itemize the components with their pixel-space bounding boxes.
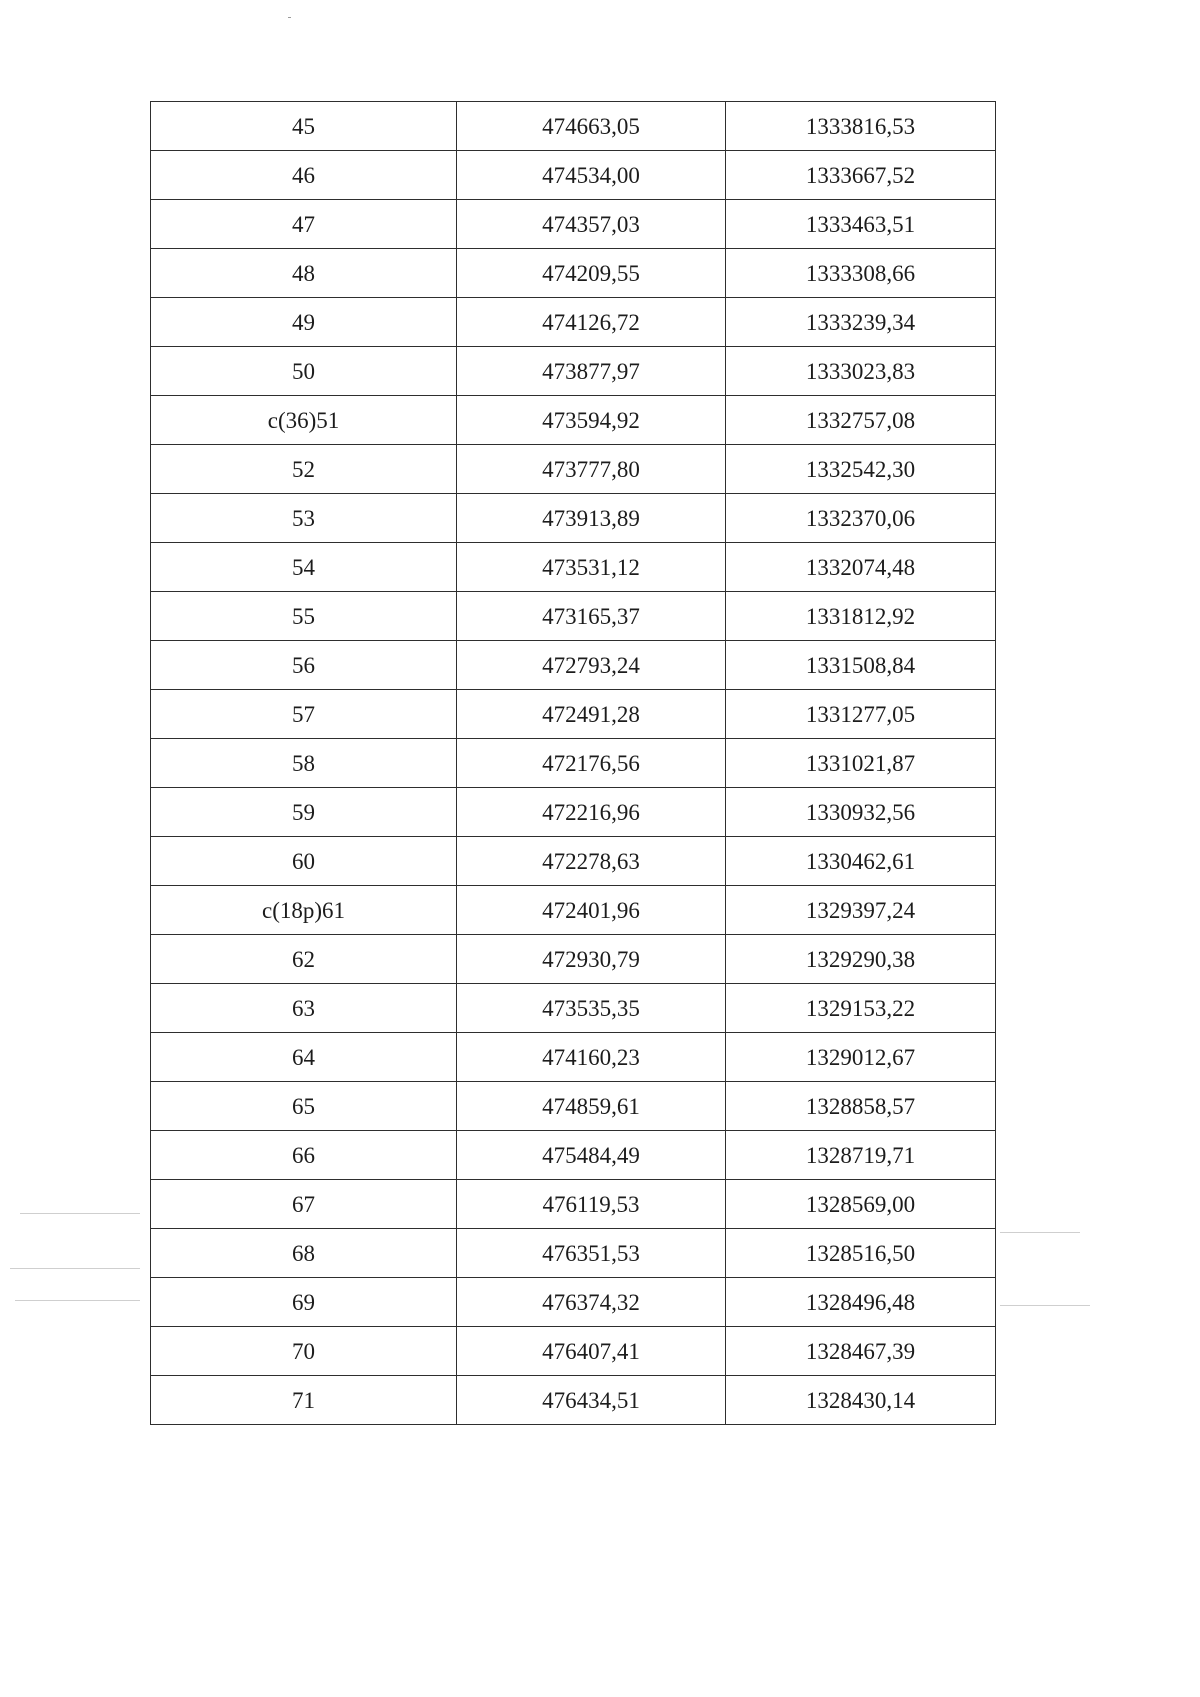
y-coordinate-cell: 1333667,52 [726, 151, 996, 200]
y-coordinate-cell: 1332074,48 [726, 543, 996, 592]
point-number-cell: 55 [151, 592, 457, 641]
x-coordinate-cell: 475484,49 [457, 1131, 726, 1180]
y-coordinate-cell: 1328467,39 [726, 1327, 996, 1376]
table-row [151, 396, 996, 445]
x-coordinate-cell: 474209,55 [457, 249, 726, 298]
table-row [151, 1376, 996, 1425]
point-number-cell: 52 [151, 445, 457, 494]
table-row [151, 592, 996, 641]
y-coordinate-cell: 1328496,48 [726, 1278, 996, 1327]
point-number-cell: 69 [151, 1278, 457, 1327]
y-coordinate-cell: 1329012,67 [726, 1033, 996, 1082]
point-number-cell: 46 [151, 151, 457, 200]
point-number-cell: 68 [151, 1229, 457, 1278]
point-number-cell: 57 [151, 690, 457, 739]
y-coordinate-cell: 1329153,22 [726, 984, 996, 1033]
y-coordinate-cell: 1328569,00 [726, 1180, 996, 1229]
y-coordinate-cell: 1328430,14 [726, 1376, 996, 1425]
x-coordinate-cell: 473777,80 [457, 445, 726, 494]
table-row [151, 984, 996, 1033]
x-coordinate-cell: 476407,41 [457, 1327, 726, 1376]
x-coordinate-cell: 474663,05 [457, 102, 726, 151]
x-coordinate-cell: 474357,03 [457, 200, 726, 249]
table-row [151, 543, 996, 592]
x-coordinate-cell: 472401,96 [457, 886, 726, 935]
point-number-cell: 53 [151, 494, 457, 543]
scan-bleed-mark [1000, 1232, 1080, 1233]
point-number-cell: 47 [151, 200, 457, 249]
x-coordinate-cell: 473531,12 [457, 543, 726, 592]
y-coordinate-cell: 1331812,92 [726, 592, 996, 641]
y-coordinate-cell: 1328719,71 [726, 1131, 996, 1180]
point-number-cell: 66 [151, 1131, 457, 1180]
point-number-cell: 65 [151, 1082, 457, 1131]
table-row [151, 1131, 996, 1180]
point-number-cell: 45 [151, 102, 457, 151]
y-coordinate-cell: 1332542,30 [726, 445, 996, 494]
x-coordinate-cell: 473165,37 [457, 592, 726, 641]
table-row [151, 151, 996, 200]
point-number-cell: 48 [151, 249, 457, 298]
point-number-cell: 70 [151, 1327, 457, 1376]
point-number-cell: 60 [151, 837, 457, 886]
y-coordinate-cell: 1333463,51 [726, 200, 996, 249]
y-coordinate-cell: 1331021,87 [726, 739, 996, 788]
x-coordinate-cell: 476434,51 [457, 1376, 726, 1425]
x-coordinate-cell: 476374,32 [457, 1278, 726, 1327]
point-number-cell: 59 [151, 788, 457, 837]
y-coordinate-cell: 1331508,84 [726, 641, 996, 690]
point-number-cell: 62 [151, 935, 457, 984]
table-row [151, 298, 996, 347]
y-coordinate-cell: 1332370,06 [726, 494, 996, 543]
scan-bleed-mark [1000, 1305, 1090, 1306]
y-coordinate-cell: 1332757,08 [726, 396, 996, 445]
table-row [151, 102, 996, 151]
coordinates-table-body [151, 102, 996, 1425]
x-coordinate-cell: 472176,56 [457, 739, 726, 788]
x-coordinate-cell: 472491,28 [457, 690, 726, 739]
table-row [151, 739, 996, 788]
y-coordinate-cell: 1333239,34 [726, 298, 996, 347]
table-row [151, 886, 996, 935]
x-coordinate-cell: 472930,79 [457, 935, 726, 984]
y-coordinate-cell: 1329397,24 [726, 886, 996, 935]
table-row [151, 837, 996, 886]
scan-speck [288, 17, 291, 18]
scan-bleed-mark [15, 1300, 140, 1301]
x-coordinate-cell: 476351,53 [457, 1229, 726, 1278]
y-coordinate-cell: 1331277,05 [726, 690, 996, 739]
table-row [151, 1327, 996, 1376]
table-row [151, 935, 996, 984]
x-coordinate-cell: 473877,97 [457, 347, 726, 396]
y-coordinate-cell: 1329290,38 [726, 935, 996, 984]
table-row [151, 788, 996, 837]
point-number-cell: 63 [151, 984, 457, 1033]
table-row [151, 1082, 996, 1131]
y-coordinate-cell: 1330462,61 [726, 837, 996, 886]
x-coordinate-cell: 473913,89 [457, 494, 726, 543]
table-row [151, 494, 996, 543]
x-coordinate-cell: 474126,72 [457, 298, 726, 347]
point-number-cell: 67 [151, 1180, 457, 1229]
point-number-cell: 56 [151, 641, 457, 690]
y-coordinate-cell: 1328516,50 [726, 1229, 996, 1278]
y-coordinate-cell: 1333816,53 [726, 102, 996, 151]
table-row [151, 1033, 996, 1082]
x-coordinate-cell: 473535,35 [457, 984, 726, 1033]
x-coordinate-cell: 476119,53 [457, 1180, 726, 1229]
table-row [151, 347, 996, 396]
coordinates-table [150, 101, 996, 1425]
table-row [151, 445, 996, 494]
table-row [151, 1180, 996, 1229]
x-coordinate-cell: 472278,63 [457, 837, 726, 886]
x-coordinate-cell: 474859,61 [457, 1082, 726, 1131]
point-number-cell: 54 [151, 543, 457, 592]
x-coordinate-cell: 472793,24 [457, 641, 726, 690]
x-coordinate-cell: 473594,92 [457, 396, 726, 445]
y-coordinate-cell: 1333308,66 [726, 249, 996, 298]
table-row [151, 249, 996, 298]
point-number-cell: c(36)51 [151, 396, 457, 445]
point-number-cell: c(18p)61 [151, 886, 457, 935]
point-number-cell: 50 [151, 347, 457, 396]
y-coordinate-cell: 1328858,57 [726, 1082, 996, 1131]
scan-bleed-mark [10, 1268, 140, 1269]
table-row [151, 690, 996, 739]
x-coordinate-cell: 472216,96 [457, 788, 726, 837]
x-coordinate-cell: 474534,00 [457, 151, 726, 200]
table-row [151, 1278, 996, 1327]
table-row [151, 641, 996, 690]
table-row [151, 1229, 996, 1278]
point-number-cell: 64 [151, 1033, 457, 1082]
point-number-cell: 58 [151, 739, 457, 788]
y-coordinate-cell: 1333023,83 [726, 347, 996, 396]
point-number-cell: 71 [151, 1376, 457, 1425]
y-coordinate-cell: 1330932,56 [726, 788, 996, 837]
scan-bleed-mark [20, 1213, 140, 1214]
x-coordinate-cell: 474160,23 [457, 1033, 726, 1082]
point-number-cell: 49 [151, 298, 457, 347]
table-row [151, 200, 996, 249]
